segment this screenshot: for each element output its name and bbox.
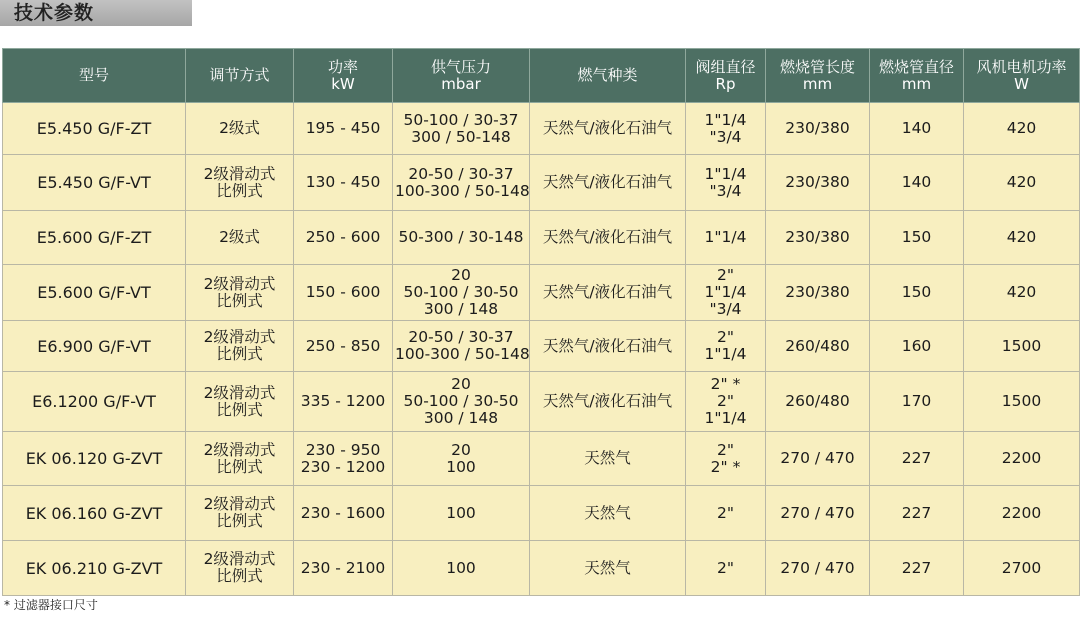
cell-valve-diameter: 2" 1"1/4 "3/4 [686, 265, 766, 321]
cell-gas-pressure: 20-50 / 30-37 100-300 / 50-148 [393, 155, 530, 211]
cell-valve-diameter: 2" [686, 541, 766, 596]
cell-gas-pressure: 100 [393, 486, 530, 541]
cell-valve-diameter: 2" * 2" 1"1/4 [686, 372, 766, 432]
cell-fan-power: 420 [964, 103, 1080, 155]
cell-regulation: 2级滑动式 比例式 [186, 155, 294, 211]
cell-tube-diameter: 140 [870, 103, 964, 155]
header-tube-length: 燃烧管长度 mm [766, 49, 870, 103]
cell-tube-length: 230/380 [766, 155, 870, 211]
cell-regulation: 2级滑动式 比例式 [186, 541, 294, 596]
section-title: 技术参数 [0, 0, 192, 26]
table-row [3, 541, 1080, 596]
cell-gas-pressure: 20-50 / 30-37 100-300 / 50-148 [393, 321, 530, 372]
cell-tube-length: 260/480 [766, 321, 870, 372]
cell-power: 250 - 600 [294, 211, 393, 265]
cell-fan-power: 420 [964, 265, 1080, 321]
table-row [3, 321, 1080, 372]
cell-power: 250 - 850 [294, 321, 393, 372]
cell-tube-diameter: 160 [870, 321, 964, 372]
cell-tube-length: 270 / 470 [766, 541, 870, 596]
cell-gas-pressure: 50-300 / 30-148 [393, 211, 530, 265]
cell-gas-type: 天然气/液化石油气 [530, 372, 686, 432]
spec-table [2, 48, 1080, 596]
cell-gas-pressure: 20 100 [393, 432, 530, 486]
cell-power: 150 - 600 [294, 265, 393, 321]
cell-tube-diameter: 227 [870, 486, 964, 541]
cell-regulation: 2级式 [186, 211, 294, 265]
cell-fan-power: 2700 [964, 541, 1080, 596]
cell-tube-length: 230/380 [766, 103, 870, 155]
cell-tube-length: 270 / 470 [766, 432, 870, 486]
table-row [3, 486, 1080, 541]
cell-regulation: 2级式 [186, 103, 294, 155]
table-row [3, 103, 1080, 155]
cell-gas-type: 天然气 [530, 541, 686, 596]
cell-fan-power: 1500 [964, 372, 1080, 432]
header-fan-power: 风机电机功率 W [964, 49, 1080, 103]
cell-power: 195 - 450 [294, 103, 393, 155]
cell-model: EK 06.210 G-ZVT [3, 541, 186, 596]
cell-valve-diameter: 2" 1"1/4 [686, 321, 766, 372]
cell-power: 230 - 2100 [294, 541, 393, 596]
cell-gas-type: 天然气/液化石油气 [530, 155, 686, 211]
cell-tube-length: 270 / 470 [766, 486, 870, 541]
cell-gas-type: 天然气 [530, 432, 686, 486]
cell-gas-pressure: 20 50-100 / 30-50 300 / 148 [393, 265, 530, 321]
table-body [3, 103, 1080, 596]
cell-power: 230 - 1600 [294, 486, 393, 541]
cell-fan-power: 420 [964, 211, 1080, 265]
cell-gas-pressure: 50-100 / 30-37 300 / 50-148 [393, 103, 530, 155]
cell-valve-diameter: 1"1/4 "3/4 [686, 103, 766, 155]
header-gas-pressure: 供气压力 mbar [393, 49, 530, 103]
cell-model: E5.600 G/F-ZT [3, 211, 186, 265]
table-row [3, 432, 1080, 486]
cell-gas-type: 天然气/液化石油气 [530, 211, 686, 265]
cell-valve-diameter: 1"1/4 [686, 211, 766, 265]
cell-gas-pressure: 20 50-100 / 30-50 300 / 148 [393, 372, 530, 432]
cell-fan-power: 1500 [964, 321, 1080, 372]
cell-tube-length: 230/380 [766, 211, 870, 265]
cell-tube-length: 230/380 [766, 265, 870, 321]
cell-valve-diameter: 2" 2" * [686, 432, 766, 486]
cell-regulation: 2级滑动式 比例式 [186, 372, 294, 432]
cell-regulation: 2级滑动式 比例式 [186, 321, 294, 372]
cell-power: 130 - 450 [294, 155, 393, 211]
cell-valve-diameter: 1"1/4 "3/4 [686, 155, 766, 211]
cell-model: E5.450 G/F-ZT [3, 103, 186, 155]
table-header-row [3, 49, 1080, 103]
header-valve-diameter: 阀组直径 Rp [686, 49, 766, 103]
footnote: * 过滤器接口尺寸 [4, 598, 98, 612]
cell-power: 230 - 950 230 - 1200 [294, 432, 393, 486]
table-row [3, 211, 1080, 265]
cell-tube-diameter: 227 [870, 541, 964, 596]
cell-fan-power: 2200 [964, 486, 1080, 541]
cell-fan-power: 420 [964, 155, 1080, 211]
header-model: 型号 [3, 49, 186, 103]
cell-tube-diameter: 227 [870, 432, 964, 486]
cell-gas-type: 天然气 [530, 486, 686, 541]
header-tube-diameter: 燃烧管直径 mm [870, 49, 964, 103]
cell-model: E5.450 G/F-VT [3, 155, 186, 211]
cell-fan-power: 2200 [964, 432, 1080, 486]
cell-gas-type: 天然气/液化石油气 [530, 103, 686, 155]
cell-regulation: 2级滑动式 比例式 [186, 486, 294, 541]
cell-tube-length: 260/480 [766, 372, 870, 432]
cell-model: EK 06.160 G-ZVT [3, 486, 186, 541]
cell-tube-diameter: 140 [870, 155, 964, 211]
cell-model: E6.1200 G/F-VT [3, 372, 186, 432]
header-regulation: 调节方式 [186, 49, 294, 103]
cell-power: 335 - 1200 [294, 372, 393, 432]
cell-valve-diameter: 2" [686, 486, 766, 541]
cell-tube-diameter: 170 [870, 372, 964, 432]
cell-model: E5.600 G/F-VT [3, 265, 186, 321]
cell-gas-type: 天然气/液化石油气 [530, 265, 686, 321]
cell-gas-pressure: 100 [393, 541, 530, 596]
table-row [3, 155, 1080, 211]
header-power: 功率 kW [294, 49, 393, 103]
cell-regulation: 2级滑动式 比例式 [186, 432, 294, 486]
cell-model: E6.900 G/F-VT [3, 321, 186, 372]
cell-model: EK 06.120 G-ZVT [3, 432, 186, 486]
table-row [3, 265, 1080, 321]
cell-regulation: 2级滑动式 比例式 [186, 265, 294, 321]
cell-gas-type: 天然气/液化石油气 [530, 321, 686, 372]
header-gas-type: 燃气种类 [530, 49, 686, 103]
cell-tube-diameter: 150 [870, 211, 964, 265]
table-row [3, 372, 1080, 432]
cell-tube-diameter: 150 [870, 265, 964, 321]
